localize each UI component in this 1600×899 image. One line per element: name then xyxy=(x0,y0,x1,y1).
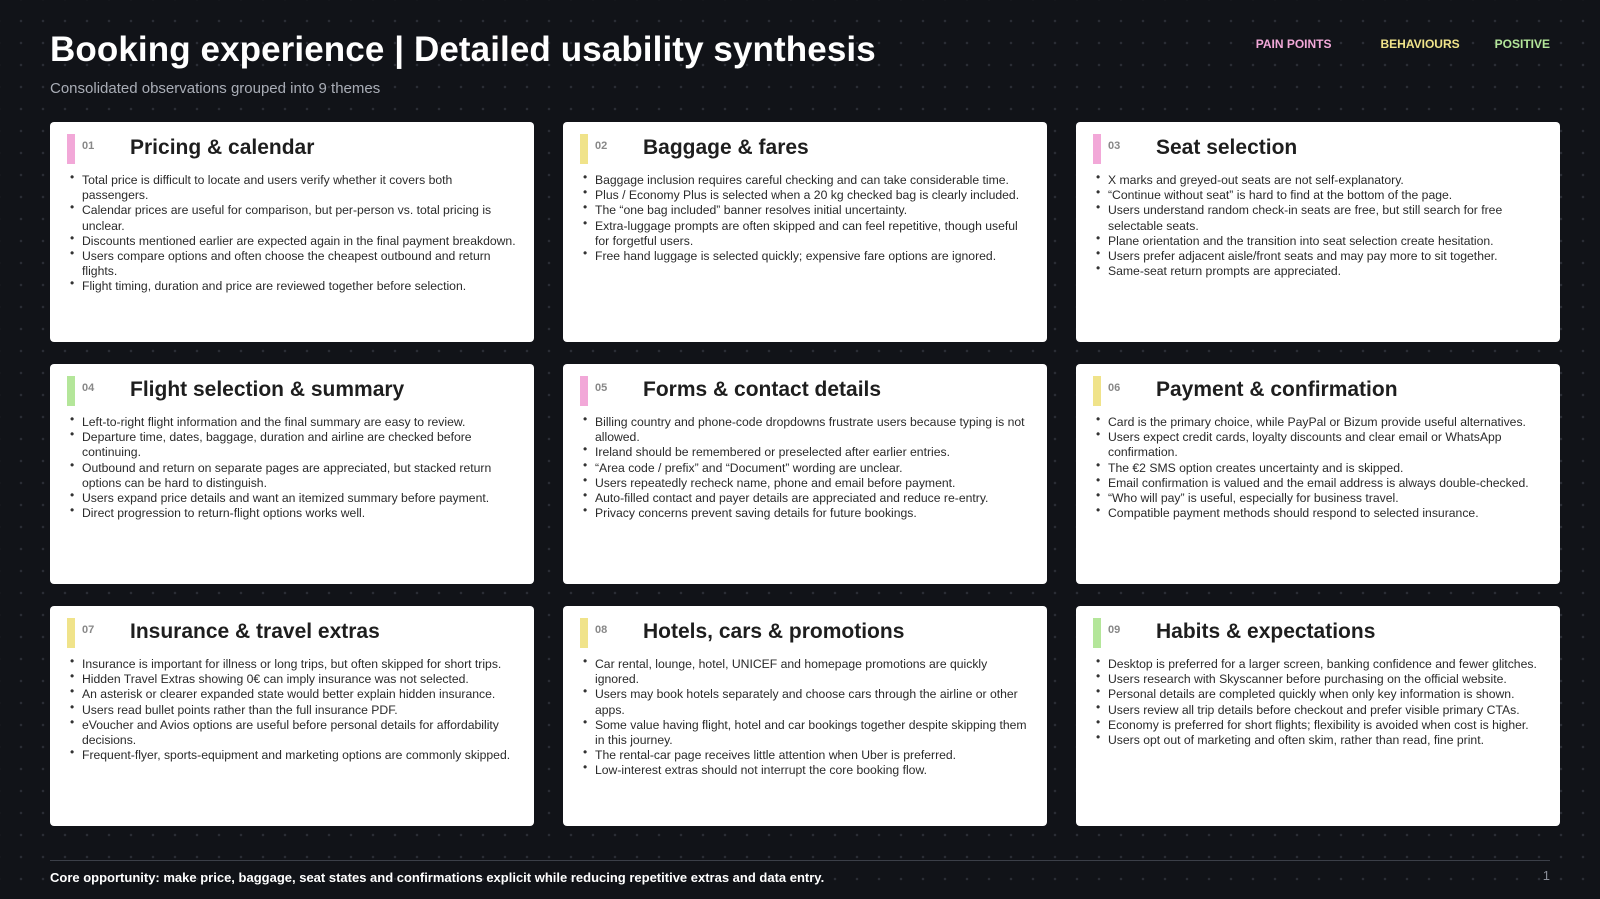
theme-observation-list xyxy=(70,657,518,763)
theme-card xyxy=(563,364,1047,584)
observation-item: • Users review all trip details before checkout and prefer visible primary CTAs. xyxy=(1096,703,1544,718)
observation-item: • Users research with Skyscanner before purchasing on the official website. xyxy=(1096,672,1544,687)
observation-item: • Some value having flight, hotel and car bookings together despite skipping them in this journey. xyxy=(583,718,1031,748)
theme-number: 08 xyxy=(595,624,608,636)
observation-item: • Privacy concerns prevent saving details for future bookings. xyxy=(583,506,1031,521)
observation-item: • Ireland should be remembered or preselected after earlier entries. xyxy=(583,445,1031,460)
observation-item: • The “one bag included” banner resolves initial uncertainty. xyxy=(583,203,1031,218)
observation-item: • Direct progression to return-flight options works well. xyxy=(70,506,518,521)
theme-accent-bar xyxy=(580,376,588,406)
theme-card xyxy=(563,122,1047,342)
legend-pain-points: PAIN POINTS xyxy=(1255,37,1332,51)
theme-title: Payment & confirmation xyxy=(1156,378,1398,401)
observation-item: • Left-to-right flight information and the final summary are easy to review. xyxy=(70,415,518,430)
page-subtitle: Consolidated observations grouped into 9 themes xyxy=(50,80,381,97)
observation-item: • Users opt out of marketing and often skim, rather than read, fine print. xyxy=(1096,733,1544,748)
theme-accent-bar xyxy=(1093,134,1101,164)
observation-item: • Users repeatedly recheck name, phone and email before payment. xyxy=(583,476,1031,491)
observation-item: • “Continue without seat” is hard to find at the bottom of the page. xyxy=(1096,188,1544,203)
legend-behaviours: BEHAVIOURS xyxy=(1380,37,1460,51)
theme-number: 04 xyxy=(82,382,95,394)
observation-item: • Users compare options and often choose the cheapest outbound and return flights. xyxy=(70,249,518,279)
theme-accent-bar xyxy=(580,618,588,648)
observation-item: • Discounts mentioned earlier are expected again in the final payment breakdown. xyxy=(70,234,518,249)
observation-item: • Free hand luggage is selected quickly; expensive fare options are ignored. xyxy=(583,249,1031,264)
observation-item: • Personal details are completed quickly when only key information is shown. xyxy=(1096,687,1544,702)
theme-card xyxy=(1076,606,1560,826)
theme-card xyxy=(1076,122,1560,342)
theme-title: Habits & expectations xyxy=(1156,620,1376,643)
observation-item: • Users understand random check-in seats are free, but still search for free selectable seats. xyxy=(1096,203,1544,233)
theme-card xyxy=(50,122,534,342)
observation-item: • Flight timing, duration and price are reviewed together before selection. xyxy=(70,279,518,294)
page-number: 1 xyxy=(1542,868,1550,883)
theme-number: 02 xyxy=(595,140,608,152)
theme-accent-bar xyxy=(67,376,75,406)
observation-item: • The €2 SMS option creates uncertainty and is skipped. xyxy=(1096,461,1544,476)
theme-observation-list xyxy=(70,415,518,521)
theme-card xyxy=(1076,364,1560,584)
footer-divider xyxy=(50,860,1550,861)
theme-title: Flight selection & summary xyxy=(130,378,405,401)
observation-item: • Users expect credit cards, loyalty discounts and clear email or WhatsApp confirmation. xyxy=(1096,430,1544,460)
observation-item: • eVoucher and Avios options are useful before personal details for affordability decisions. xyxy=(70,718,518,748)
observation-item: • Plus / Economy Plus is selected when a 20 kg checked bag is clearly included. xyxy=(583,188,1031,203)
theme-accent-bar xyxy=(1093,618,1101,648)
legend xyxy=(1256,37,1550,51)
observation-item: • X marks and greyed-out seats are not self-explanatory. xyxy=(1096,173,1544,188)
observation-item: • The rental-car page receives little attention when Uber is preferred. xyxy=(583,748,1031,763)
theme-number: 03 xyxy=(1108,140,1121,152)
theme-accent-bar xyxy=(580,134,588,164)
observation-item: • Card is the primary choice, while PayPal or Bizum provide useful alternatives. xyxy=(1096,415,1544,430)
theme-observation-list xyxy=(70,173,518,295)
theme-observation-list xyxy=(1096,173,1544,279)
observation-item: • “Who will pay” is useful, especially for business travel. xyxy=(1096,491,1544,506)
theme-title: Hotels, cars & promotions xyxy=(643,620,905,643)
theme-accent-bar xyxy=(67,618,75,648)
observation-item: • Users prefer adjacent aisle/front seats and may pay more to sit together. xyxy=(1096,249,1544,264)
legend-positive: POSITIVE xyxy=(1494,37,1550,51)
theme-accent-bar xyxy=(67,134,75,164)
observation-item: • Total price is difficult to locate and users verify whether it covers both passengers. xyxy=(70,173,518,203)
observation-item: • Calendar prices are useful for comparison, but per-person vs. total pricing is unclear. xyxy=(70,203,518,233)
theme-number: 05 xyxy=(595,382,608,394)
observation-item: • Low-interest extras should not interrupt the core booking flow. xyxy=(583,763,1031,778)
theme-title: Seat selection xyxy=(1156,136,1298,159)
theme-observation-list xyxy=(583,173,1031,264)
observation-item: • Frequent-flyer, sports-equipment and marketing options are commonly skipped. xyxy=(70,748,518,763)
theme-card xyxy=(50,606,534,826)
observation-item: • Users read bullet points rather than the full insurance PDF. xyxy=(70,703,518,718)
observation-item: • Outbound and return on separate pages are appreciated, but stacked return options can be hard to distinguish. xyxy=(70,461,518,491)
observation-item: • Extra-luggage prompts are often skipped and can feel repetitive, though useful for forgetful users. xyxy=(583,219,1031,249)
observation-item: • Car rental, lounge, hotel, UNICEF and homepage promotions are quickly ignored. xyxy=(583,657,1031,687)
theme-card xyxy=(50,364,534,584)
observation-item: • Departure time, dates, baggage, duration and airline are checked before continuing. xyxy=(70,430,518,460)
observation-item: • Compatible payment methods should respond to selected insurance. xyxy=(1096,506,1544,521)
observation-item: • Same-seat return prompts are appreciated. xyxy=(1096,264,1544,279)
observation-item: • Billing country and phone-code dropdowns frustrate users because typing is not allowed. xyxy=(583,415,1031,445)
theme-title: Insurance & travel extras xyxy=(130,620,380,643)
observation-item: • “Area code / prefix” and “Document” wording are unclear. xyxy=(583,461,1031,476)
observation-item: • Plane orientation and the transition into seat selection create hesitation. xyxy=(1096,234,1544,249)
theme-title: Baggage & fares xyxy=(643,136,809,159)
theme-number: 06 xyxy=(1108,382,1121,394)
theme-number: 01 xyxy=(82,140,95,152)
observation-item: • An asterisk or clearer expanded state would better explain hidden insurance. xyxy=(70,687,518,702)
observation-item: • Baggage inclusion requires careful checking and can take considerable time. xyxy=(583,173,1031,188)
page-title: Booking experience | Detailed usability synthesis xyxy=(50,30,876,69)
theme-observation-list xyxy=(583,657,1031,779)
observation-item: • Email confirmation is valued and the email address is always double-checked. xyxy=(1096,476,1544,491)
footer-opportunity: Core opportunity: make price, baggage, seat states and confirmations explicit while reducing repetitive extras and data entry. xyxy=(50,870,825,885)
observation-item: • Insurance is important for illness or long trips, but often skipped for short trips. xyxy=(70,657,518,672)
observation-item: • Users may book hotels separately and choose cars through the airline or other apps. xyxy=(583,687,1031,717)
observation-item: • Economy is preferred for short flights; flexibility is avoided when cost is higher. xyxy=(1096,718,1544,733)
theme-number: 07 xyxy=(82,624,95,636)
theme-card-grid xyxy=(50,122,1560,826)
theme-card xyxy=(563,606,1047,826)
theme-observation-list xyxy=(1096,415,1544,521)
observation-item: • Users expand price details and want an itemized summary before payment. xyxy=(70,491,518,506)
observation-item: • Desktop is preferred for a larger screen, banking confidence and fewer glitches. xyxy=(1096,657,1544,672)
theme-observation-list xyxy=(583,415,1031,521)
observation-item: • Hidden Travel Extras showing 0€ can imply insurance was not selected. xyxy=(70,672,518,687)
theme-title: Forms & contact details xyxy=(643,378,882,401)
theme-accent-bar xyxy=(1093,376,1101,406)
theme-title: Pricing & calendar xyxy=(130,136,315,159)
theme-number: 09 xyxy=(1108,624,1121,636)
theme-observation-list xyxy=(1096,657,1544,748)
observation-item: • Auto-filled contact and payer details are appreciated and reduce re-entry. xyxy=(583,491,1031,506)
